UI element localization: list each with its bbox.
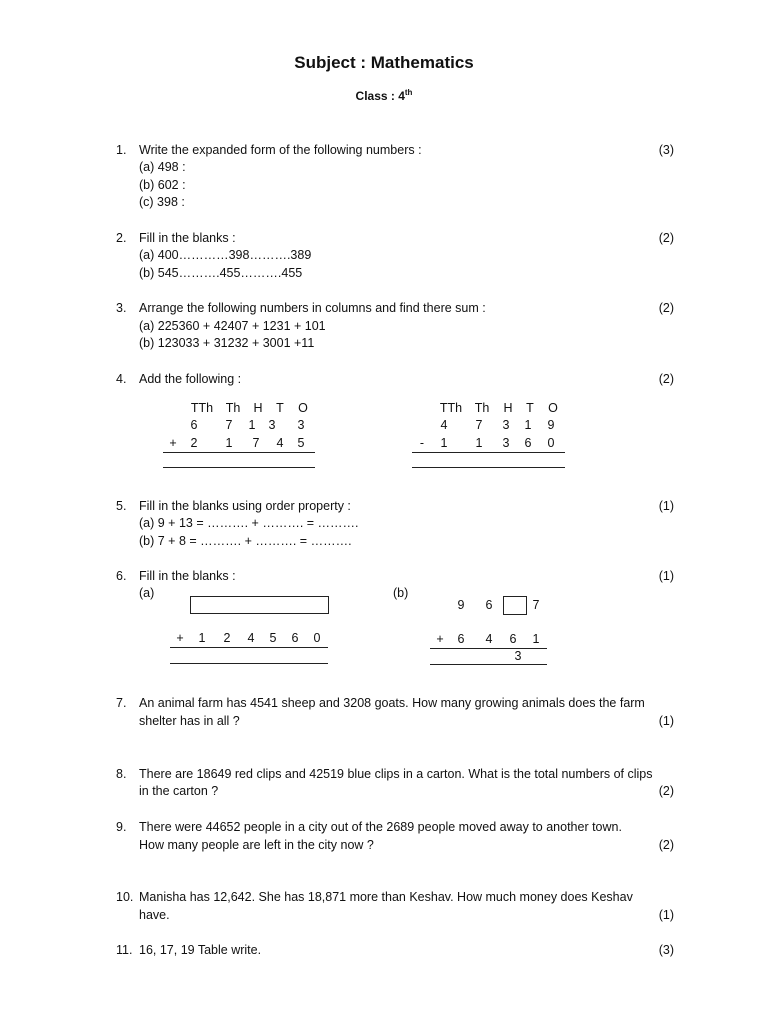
digit: 7 bbox=[532, 598, 540, 612]
q10-number: 10. bbox=[116, 890, 134, 904]
q7-number: 7. bbox=[116, 696, 127, 710]
digit: 6 bbox=[457, 632, 465, 646]
q8-marks: (2) bbox=[658, 784, 674, 798]
q1-part-a: (a) 498 : bbox=[139, 160, 186, 174]
digit: 5 bbox=[297, 436, 305, 450]
q11-marks: (3) bbox=[658, 943, 674, 957]
digit: 4 bbox=[485, 632, 493, 646]
q1-part-b: (b) 602 : bbox=[139, 178, 186, 192]
q8-text-line2: in the carton ? bbox=[139, 784, 219, 798]
q6-marks: (1) bbox=[658, 569, 674, 583]
q1-part-c: (c) 398 : bbox=[139, 195, 185, 209]
operator: + bbox=[176, 631, 184, 645]
digit: 6 bbox=[190, 418, 198, 432]
place-header: T bbox=[276, 401, 284, 415]
q9-text-line2: How many people are left in the city now ? bbox=[139, 838, 374, 852]
q5-number: 5. bbox=[116, 499, 127, 513]
digit: 0 bbox=[313, 631, 321, 645]
q3-marks: (2) bbox=[658, 301, 674, 315]
sum-line bbox=[170, 647, 328, 648]
difference-line bbox=[412, 452, 565, 453]
q11-number: 11. bbox=[116, 943, 133, 957]
answer-line bbox=[163, 467, 315, 468]
answer-box[interactable] bbox=[190, 596, 329, 614]
q6-number: 6. bbox=[116, 569, 127, 583]
q2-text: Fill in the blanks : bbox=[139, 231, 236, 245]
q7-text-line2: shelter has in all ? bbox=[139, 714, 240, 728]
q3-part-a: (a) 225360 + 42407 + 1231 + 101 bbox=[139, 319, 326, 333]
q3-number: 3. bbox=[116, 301, 127, 315]
q7-text-line1: An animal farm has 4541 sheep and 3208 goats. How many growing animals does the farm bbox=[139, 696, 645, 710]
place-header: T bbox=[526, 401, 534, 415]
answer-line bbox=[430, 664, 547, 665]
q9-marks: (2) bbox=[658, 838, 674, 852]
q2-part-b: (b) 545……….455……….455 bbox=[139, 266, 303, 280]
place-header: O bbox=[298, 401, 308, 415]
digit: 5 bbox=[269, 631, 277, 645]
q1-number: 1. bbox=[116, 143, 127, 157]
result-digit: 3 bbox=[514, 649, 522, 663]
place-header: O bbox=[548, 401, 558, 415]
q5-text: Fill in the blanks using order property : bbox=[139, 499, 351, 513]
q8-number: 8. bbox=[116, 767, 127, 781]
digit: 3 bbox=[502, 418, 510, 432]
digit: 4 bbox=[276, 436, 284, 450]
missing-digit-box[interactable] bbox=[503, 596, 527, 615]
digit: 6 bbox=[291, 631, 299, 645]
page-title: Subject : Mathematics bbox=[294, 53, 474, 72]
q1-text: Write the expanded form of the following numbers : bbox=[139, 143, 422, 157]
q5-part-b: (b) 7 + 8 = ………. + ………. = ………. bbox=[139, 534, 352, 548]
digit: 0 bbox=[547, 436, 555, 450]
place-header: TTh bbox=[190, 401, 214, 415]
digit: 1 bbox=[475, 436, 483, 450]
q10-text-line2: have. bbox=[139, 908, 170, 922]
q6-text: Fill in the blanks : bbox=[139, 569, 236, 583]
digit: 1 bbox=[440, 436, 448, 450]
operator: + bbox=[436, 632, 444, 646]
digit: 1 bbox=[524, 418, 532, 432]
q9-number: 9. bbox=[116, 820, 127, 834]
q10-text-line1: Manisha has 12,642. She has 18,871 more than Keshav. How much money does Keshav bbox=[139, 890, 633, 904]
digit: 6 bbox=[485, 598, 493, 612]
digit: 9 bbox=[547, 418, 555, 432]
digit: 7 bbox=[475, 418, 483, 432]
q7-marks: (1) bbox=[658, 714, 674, 728]
place-header: Th bbox=[225, 401, 241, 415]
digit: 7 bbox=[225, 418, 233, 432]
q3-part-b: (b) 123033 + 31232 + 3001 +11 bbox=[139, 336, 315, 350]
digit: 4 bbox=[247, 631, 255, 645]
digit: 6 bbox=[524, 436, 532, 450]
digit: 6 bbox=[509, 632, 517, 646]
digit: 3 bbox=[268, 418, 276, 432]
q1-marks: (3) bbox=[658, 143, 674, 157]
digit: 7 bbox=[252, 436, 260, 450]
q3-text: Arrange the following numbers in columns and find there sum : bbox=[139, 301, 486, 315]
digit: 2 bbox=[223, 631, 231, 645]
digit: 3 bbox=[502, 436, 510, 450]
q8-text-line1: There are 18649 red clips and 42519 blue clips in a carton. What is the total numbers of clips bbox=[139, 767, 653, 781]
operator: + bbox=[169, 436, 177, 450]
sum-line bbox=[163, 452, 315, 453]
place-header: H bbox=[503, 401, 513, 415]
answer-line bbox=[170, 663, 328, 664]
place-header: Th bbox=[474, 401, 490, 415]
q5-part-a: (a) 9 + 13 = ………. + ………. = ………. bbox=[139, 516, 359, 530]
q4-marks: (2) bbox=[658, 372, 674, 386]
digit: 1 bbox=[248, 418, 256, 432]
q6-a-label: (a) bbox=[139, 586, 155, 600]
place-header: H bbox=[253, 401, 263, 415]
q9-text-line1: There were 44652 people in a city out of the 2689 people moved away to another town. bbox=[139, 820, 622, 834]
digit: 1 bbox=[225, 436, 233, 450]
q6-b-label: (b) bbox=[393, 586, 409, 600]
class-label: Class : 4th bbox=[355, 88, 413, 103]
q4-text: Add the following : bbox=[139, 372, 242, 386]
digit: 4 bbox=[440, 418, 448, 432]
q4-number: 4. bbox=[116, 372, 127, 386]
q2-part-a: (a) 400…………398……….389 bbox=[139, 248, 312, 262]
digit: 1 bbox=[198, 631, 206, 645]
q5-marks: (1) bbox=[658, 499, 674, 513]
digit: 3 bbox=[297, 418, 305, 432]
q10-marks: (1) bbox=[658, 908, 674, 922]
digit: 2 bbox=[190, 436, 198, 450]
sum-line bbox=[430, 648, 547, 649]
q11-text: 16, 17, 19 Table write. bbox=[139, 943, 262, 957]
digit: 9 bbox=[457, 598, 465, 612]
answer-line bbox=[412, 467, 565, 468]
q2-marks: (2) bbox=[658, 231, 674, 245]
digit: 1 bbox=[532, 632, 540, 646]
q2-number: 2. bbox=[116, 231, 127, 245]
place-header: TTh bbox=[439, 401, 463, 415]
operator: - bbox=[419, 436, 425, 450]
